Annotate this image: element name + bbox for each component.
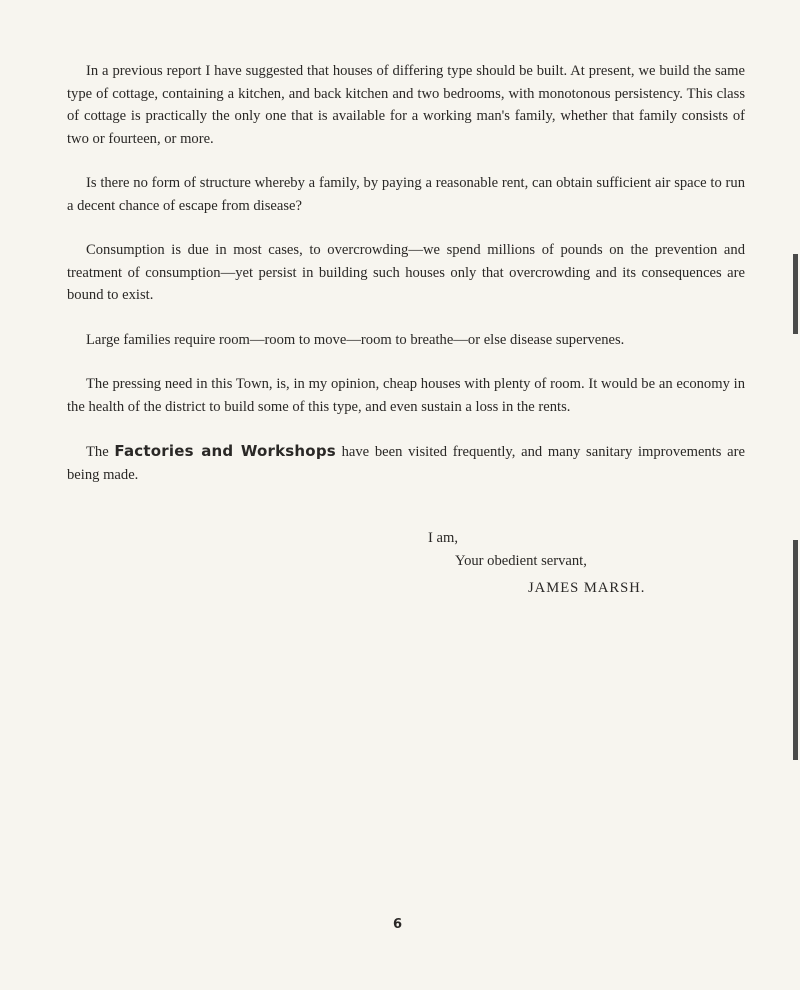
paragraph-large-families: Large families require room—room to move—room to breathe—or else disease supervenes. [86, 331, 625, 348]
factories-rest: have been visited frequently, and many sanitary improvements are being made. [67, 444, 745, 483]
signature: JAMES MARSH. [528, 580, 646, 596]
closing-obedient-servant: Your obedient servant, [455, 553, 587, 569]
paragraph-structure: Is there no form of structure whereby a family, by paying a reasonable rent, can obtain sufficient air space to run a decent chance of escape from disease? [67, 175, 745, 214]
scan-edge-mark [793, 540, 798, 760]
paragraph-houses: In a previous report I have suggested that houses of differing type should be built. At present, we build the same type of cottage, containing a kitchen, and back kitchen and two bedrooms, with monotonous persistency. This class of cottage is practically the only one that is available for a working man's family, whether that family consists of two or fourteen, or more. [67, 63, 745, 147]
factories-heading: Factories and Workshops [114, 442, 336, 460]
scan-edge-mark [793, 254, 798, 334]
report-body [67, 60, 745, 486]
paragraph-factories [67, 440, 745, 486]
paragraph-pressing-need: The pressing need in this Town, is, in my opinion, cheap houses with plenty of room. It would be an economy in the health of the district to build some of this type, and even sustain a loss in the rents. [67, 376, 745, 415]
paragraph-consumption: Consumption is due in most cases, to overcrowding—we spend millions of pounds on the prevention and treatment of consumption—yet persist in building such houses only that overcrowding and its consequences are bound to exist. [67, 242, 745, 303]
factories-lead: The [86, 444, 115, 460]
page-number: 6 [393, 917, 403, 932]
closing-salutation: I am, [428, 530, 458, 546]
